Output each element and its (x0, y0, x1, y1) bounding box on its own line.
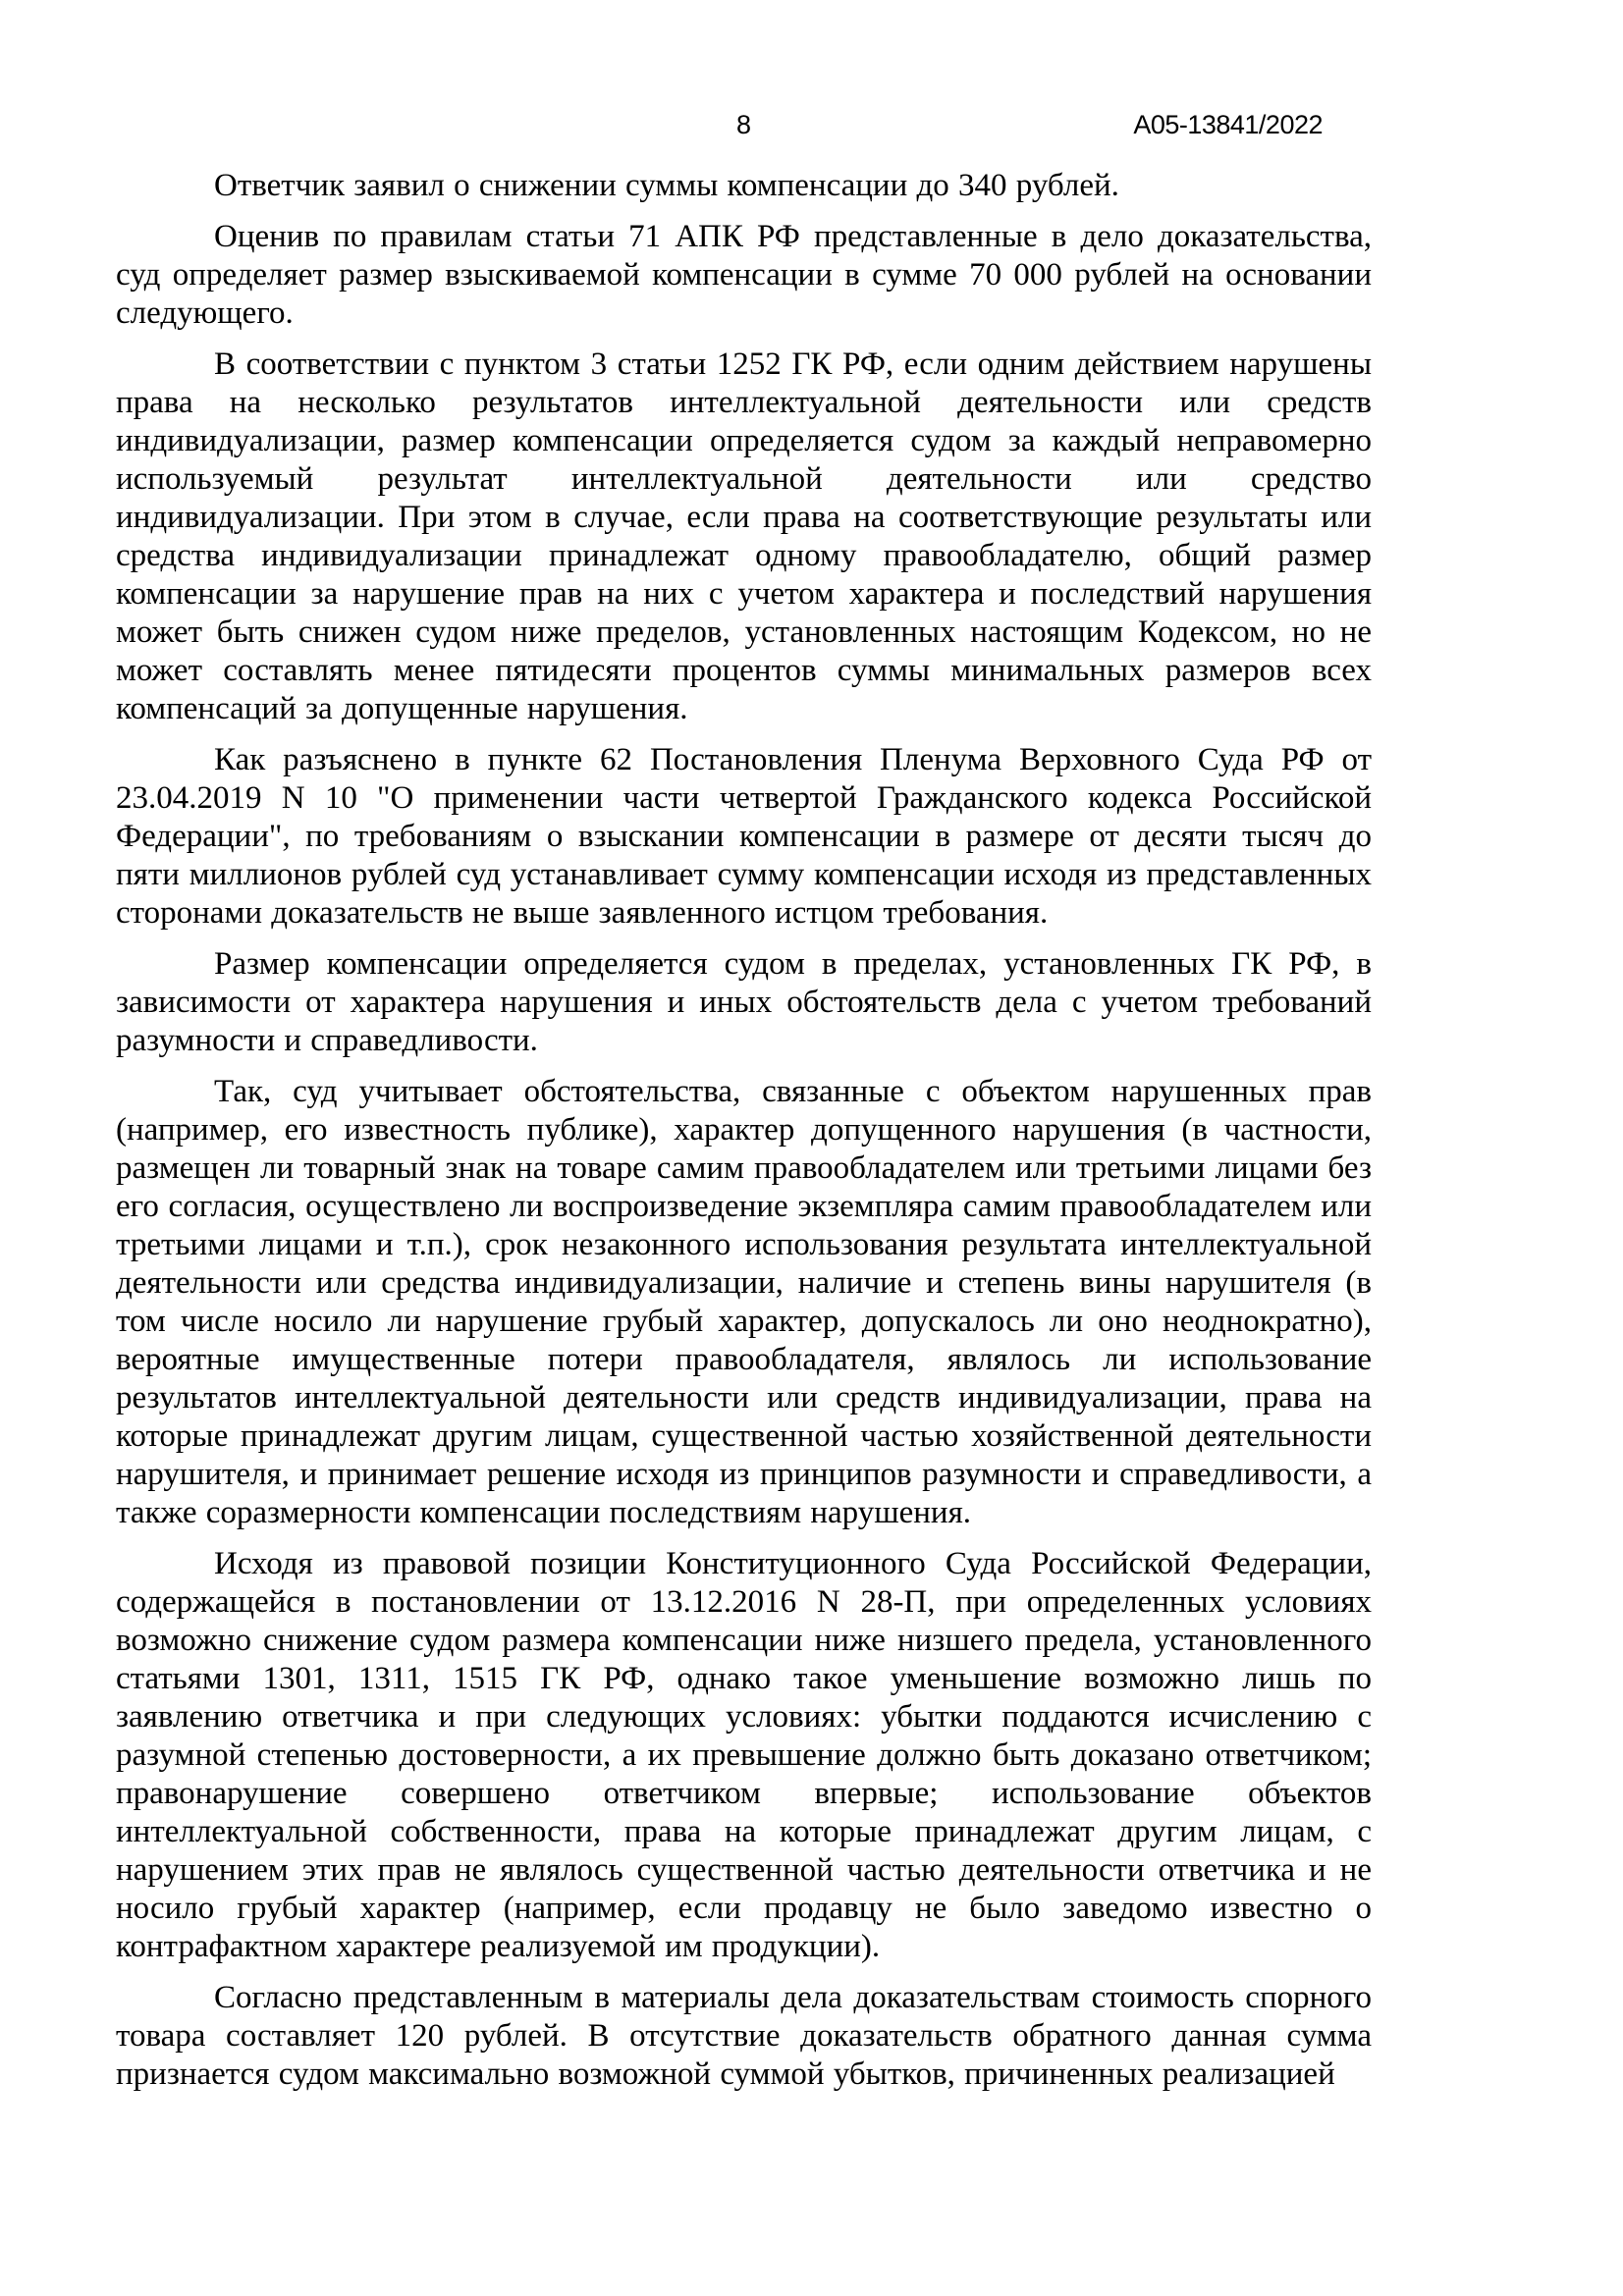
document-body (116, 167, 1372, 2107)
paragraph: Согласно представленным в материалы дела доказательствам стоимость спорного товара составляет 120 рублей. В отсутствие доказательств обратного данная сумма признается судом максимально возможной суммой убытков, причиненных реализацией (116, 1980, 1372, 2092)
paragraph: В соответствии с пунктом 3 статьи 1252 ГК РФ, если одним действием нарушены права на несколько результатов интеллектуальной деятельности или средств индивидуализации, размер компенсации определяется судом за каждый неправомерно используемый результат интеллектуальной деятельности или средство индивидуализации. При этом в случае, если права на соответствующие результаты или средства индивидуализации принадлежат одному правообладателю, общий размер компенсации за нарушение прав на них с учетом характера и последствий нарушения может быть снижен судом ниже пределов, установленных настоящим Кодексом, но не может составлять менее пятидесяти процентов суммы минимальных размеров всех компенсаций за допущенные нарушения. (116, 347, 1372, 726)
paragraph: Исходя из правовой позиции Конституционного Суда Российской Федерации, содержащейся в постановлении от 13.12.2016 N 28-П, при определенных условиях возможно снижение судом размера компенсации ниже низшего предела, установленного статьями 1301, 1311, 1515 ГК РФ, однако такое уменьшение возможно лишь по заявлению ответчика и при следующих условиях: убытки поддаются исчислению с разумной степенью достоверности, а их превышение должно быть доказано ответчиком; правонарушение совершено ответчиком впервые; использование объектов интеллектуальной собственности, права на которые принадлежат другим лицам, с нарушением этих прав не являлось существенной частью деятельности ответчика и не носило грубый характер (например, если продавцу не было заведомо известно о контрафактном характере реализуемой им продукции). (116, 1546, 1372, 1964)
case-number: А05-13841/2022 (1133, 110, 1323, 139)
paragraph: Ответчик заявил о снижении суммы компенсации до 340 рублей. (214, 168, 1119, 203)
page-header (116, 110, 1372, 143)
page-number: 8 (735, 110, 752, 139)
paragraph: Оценив по правилам статьи 71 АПК РФ представленные в дело доказательства, суд определяет размер взыскиваемой компенсации в сумме 70 000 рублей на основании следующего. (116, 219, 1372, 331)
paragraph: Так, суд учитывает обстоятельства, связанные с объектом нарушенных прав (например, его известность публике), характер допущенного нарушения (в частности, размещен ли товарный знак на товаре самим правообладателем или третьими лицами без его согласия, осуществлено ли воспроизведение экземпляра самим правообладателем или третьими лицами и т.п.), срок незаконного использования результата интеллектуальной деятельности или средства индивидуализации, наличие и степень вины нарушителя (в том числе носило ли нарушение грубый характер, допускалось ли оно неоднократно), вероятные имущественные потери правообладателя, являлось ли использование результатов интеллектуальной деятельности или средств индивидуализации, права на которые принадлежат другим лицам, существенной частью хозяйственной деятельности нарушителя, и принимает решение исходя из принципов разумности и справедливости, а также соразмерности компенсации последствиям нарушения. (116, 1074, 1372, 1530)
paragraph: Размер компенсации определяется судом в пределах, установленных ГК РФ, в зависимости от характера нарушения и иных обстоятельств дела с учетом требований разумности и справедливости. (116, 946, 1372, 1058)
paragraph: Как разъяснено в пункте 62 Постановления Пленума Верховного Суда РФ от 23.04.2019 N 10 "О применении части четвертой Гражданского кодекса Российской Федерации", по требованиям о взыскании компенсации в размере от десяти тысяч до пяти миллионов рублей суд устанавливает сумму компенсации исходя из представленных сторонами доказательств не выше заявленного истцом требования. (116, 742, 1372, 931)
